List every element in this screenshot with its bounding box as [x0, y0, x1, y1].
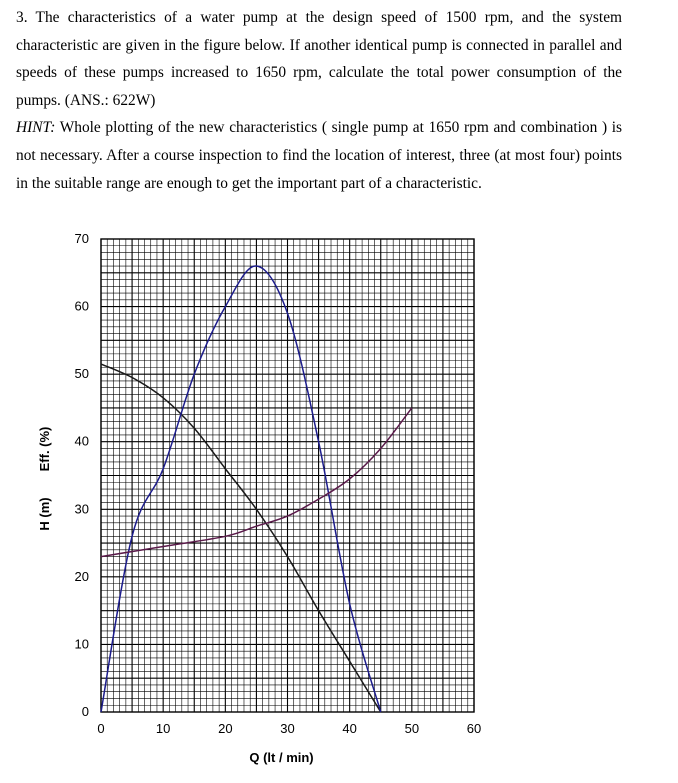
y-tick-label: 60	[74, 298, 89, 314]
x-tick-label: 10	[155, 721, 171, 736]
y-tick-label: 30	[74, 501, 89, 517]
y-tick-label: 20	[74, 568, 89, 584]
x-tick-label: 50	[404, 721, 420, 736]
x-tick-label: 40	[342, 721, 357, 736]
y-axis-title-efficiency: Eff. (%)	[37, 426, 52, 472]
x-tick-label: 60	[466, 721, 482, 736]
y-tick-label: 0	[81, 704, 89, 719]
y-tick-label: 40	[74, 433, 89, 449]
y-tick-label: 70	[74, 231, 89, 246]
y-axis-title-head: H (m)	[37, 497, 52, 531]
x-axis-title: Q (lt / min)	[249, 750, 314, 765]
x-tick-label: 20	[218, 721, 233, 736]
problem-text: 3. The characteristics of a water pump at the design speed of 1500 rpm, and the system characteristic are given in the figure below. If another identical pump is connected in parallel and speeds of these pumps increased to 1650 rpm, calculate the total power consumption of the pumps. (ANS.: 622W)	[16, 9, 622, 109]
hint-label: HINT:	[16, 119, 56, 137]
y-tick-label: 10	[74, 636, 89, 652]
x-tick-label: 30	[280, 721, 295, 736]
y-tick-label: 50	[74, 366, 89, 382]
hint-text: Whole plotting of the new characteristics ( single pump at 1650 rpm and combination ) is not necessary. After a course inspection to find the location of interest, three (at most four) points in the suitable range are enough to get the important part of a characteristic.	[16, 119, 622, 192]
chart-grid	[101, 239, 474, 712]
x-tick-label: 0	[97, 721, 105, 736]
